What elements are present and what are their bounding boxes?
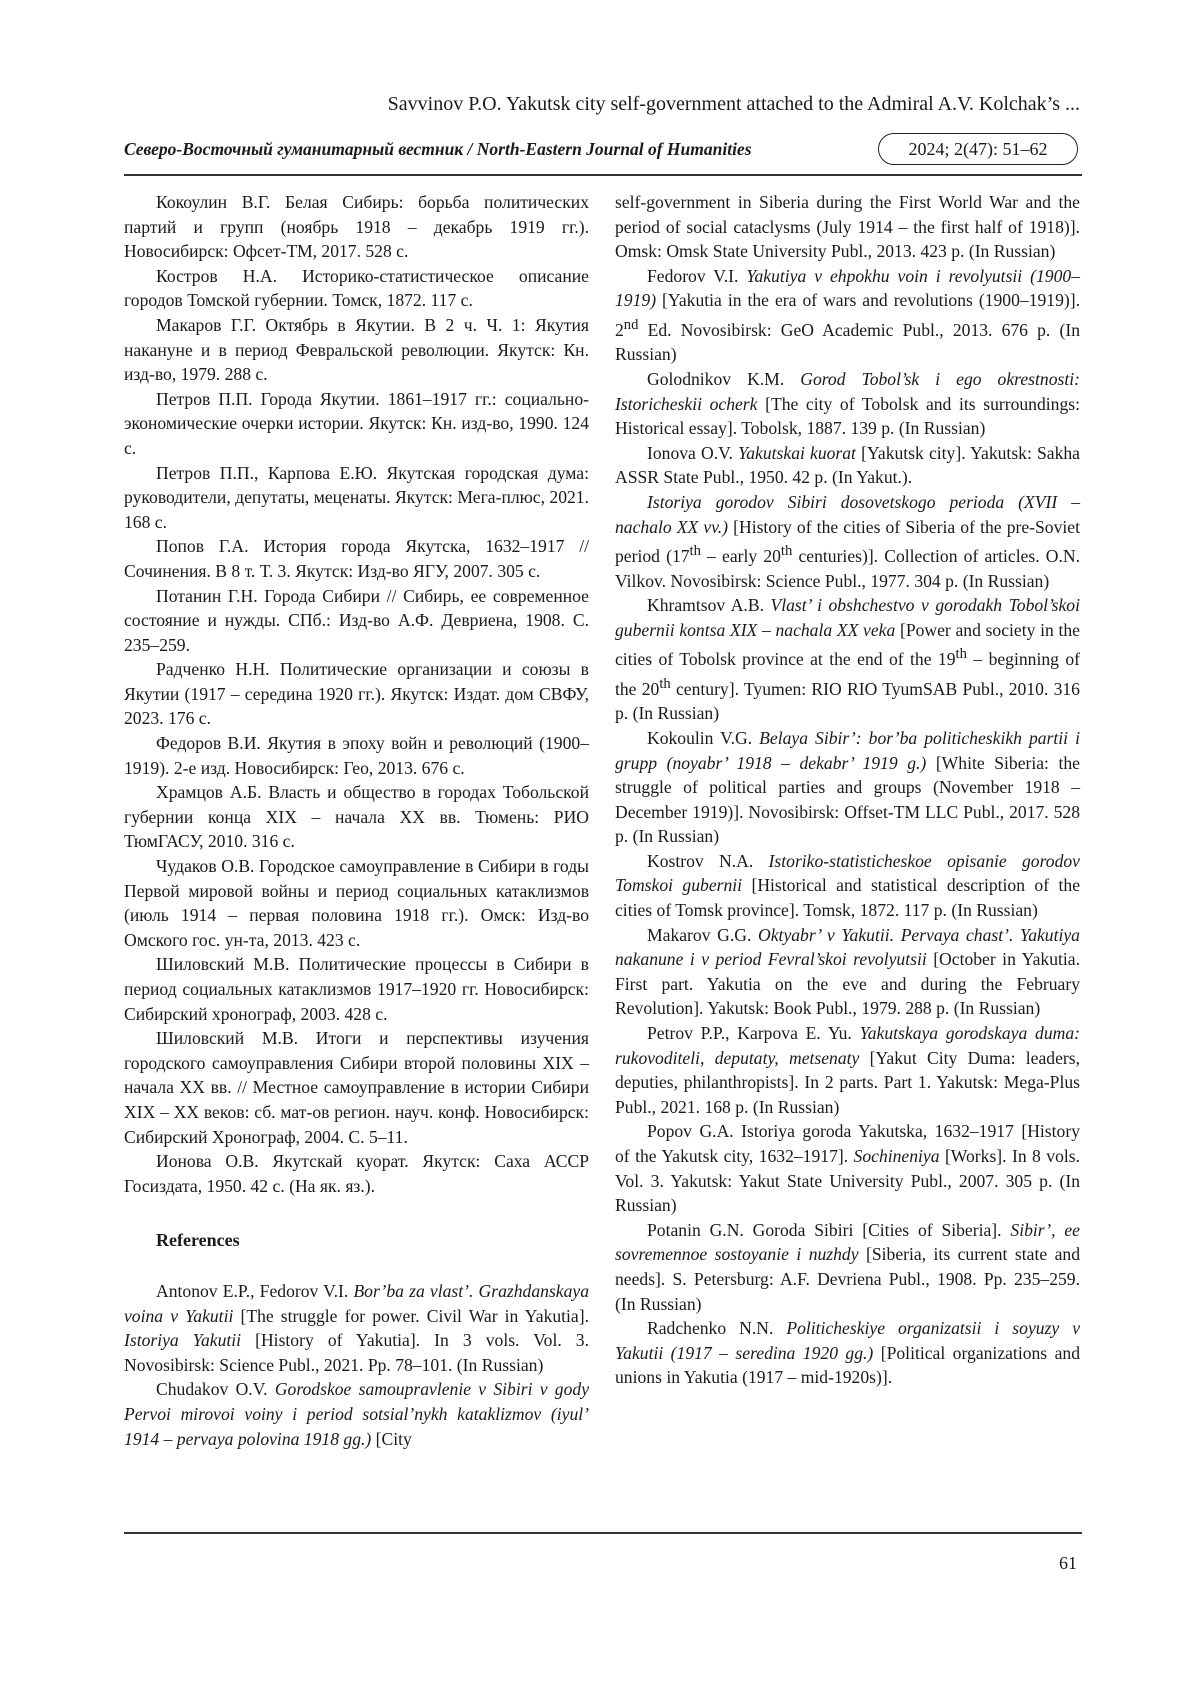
ref-chudakov: Chudakov O.V. Gorodskoe samoupravlenie v Sibiri v gody Pervoi mirovoi voiny i period sotsial’nykh kataklizmov (iyul’ 1914 – pervaya polovina 1918 gg.) [City [124,1379,590,1449]
running-title: Savvinov P.O. Yakutsk city self-government attached to the Admiral A.V. Kolchak’s ... [387,93,1080,115]
left-column [124,190,589,1451]
journal-name: Северо-Восточный гуманитарный вестник / North-Eastern Journal of Humanities [124,139,752,159]
ref-fedorov: Fedorov V.I. Yakutiya v ehpokhu voin i revolyutsii (1900–1919) [Yakutia in the era of wars and revolutions (1900–1919)]. 2nd Ed. Novosibirsk: GeO Academic Publ., 2013. 676 p. (In Russian) [615,265,1080,365]
ref-khramtsov: Khramtsov A.B. Vlast’ i obshchestvo v gorodakh Tobol’skoi gubernii kontsa XIX – nachala XX veka [Power and society in the cities of Tobolsk province at the end of the 19th – beginning of the 20th century]. Tyumen: RIO RIO TyumSAB Publ., 2010. 316 p. (In Russian) [615,595,1080,724]
bib-entry: Чудаков О.В. Городское самоуправление в Сибири в годы Первой мировой войны и период социальных катаклизмов (июль 1914 – первая половина 1918 гг.). Омск: Изд-во Омского гос. ун-та, 2013. 423 с. [124,856,589,950]
references-heading: References [156,1230,240,1251]
russian-bibliography [124,190,589,1198]
footer-divider [124,1532,1082,1534]
bib-entry: Петров П.П., Карпова Е.Ю. Якутская городская дума: руководители, депутаты, меценаты. Якутск: Мега-плюс, 2021. 168 с. [124,462,589,532]
bib-entry: Храмцов А.Б. Власть и общество в городах Тобольской губернии конца XIX – начала XX вв. Тюмень: РИО ТюмГАСУ, 2010. 316 с. [124,782,589,852]
ref-radchenko: Radchenko N.N. Politicheskiye organizatsii i soyuzy v Yakutii (1917 – seredina 1920 gg.) [Political organizations and unions in Yakutia (1917 – mid-1920s)]. [615,1318,1081,1388]
bib-entry: Федоров В.И. Якутия в эпоху войн и революций (1900–1919). 2-е изд. Новосибирск: Гео, 2013. 676 с. [124,733,589,778]
ref-kokoulin: Kokoulin V.G. Belaya Sibir’: bor’ba politicheskikh partii i grupp (noyabr’ 1918 – dekabr’ 1919 g.) [White Siberia: the struggle of political parties and groups (November 1918 – December 1919)]. Novosibirsk: Offset-TM LLC Publ., 2017. 528 p. (In Russian) [615,727,1080,847]
ref-kostrov: Kostrov N.A. Istoriko-statisticheskoe opisanie gorodov Tomskoi gubernii [Historical and statistical description of the cities of Tomsk province]. Tomsk, 1872. 117 p. (In Russian) [615,850,1081,921]
bib-entry: Кокоулин В.Г. Белая Сибирь: борьба политических партий и групп (ноябрь 1918 – декабрь 1919 гг.). Новосибирск: Офсет-ТМ, 2017. 528 с. [124,192,589,262]
header-divider [124,174,1082,176]
ref-antonov: Antonov E.P., Fedorov V.I. Bor’ba za vlast’. Grazhdanskaya voina v Yakutii [The struggle for power. Civil War in Yakutia]. Istoriya Yakutii [History of Yakutia]. In 3 vols. Vol. 3. Novosibirsk: Science Publ., 2021. Pp. 78–101. (In Russian) [124,1280,589,1375]
right-column [615,190,1080,1390]
bib-entry: Шиловский М.В. Итоги и перспективы изучения городского самоуправления Сибири второй половины XIX – начала XX вв. // Местное самоуправление в истории Сибири XIX – XX веков: сб. мат-ов регион. науч. конф. Новосибирск: Сибирский Хронограф, 2004. С. 5–11. [124,1028,589,1147]
issue-badge: 2024; 2(47): 51–62 [878,133,1078,165]
ref-popov: Popov G.A. Istoriya goroda Yakutska, 1632–1917 [History of the Yakutsk city, 1632–1917]. Sochineniya [Works]. In 8 vols. Vol. 3. Yakutsk: Yakut State University Publ., 2007. 305 p. (In Russian) [615,1121,1081,1216]
ref-petrov: Petrov P.P., Karpova E. Yu. Yakutskaya gorodskaya duma: rukovoditeli, deputaty, metsenaty [Yakut City Duma: leaders, deputies, philanthropists]. In 2 parts. Part 1. Yakutsk: Mega-Plus Publ., 2021. 168 p. (In Russian) [615,1023,1080,1117]
bib-entry: Ионова О.В. Якутскай куорат. Якутск: Саха АССР Госиздата, 1950. 42 с. (На як. яз.). [124,1151,589,1196]
journal-header [124,133,1082,169]
bib-entry: Петров П.П. Города Якутии. 1861–1917 гг.: социально-экономические очерки истории. Якутск: Кн. изд-во, 1990. 124 с. [124,388,589,458]
ref-chudakov-continued: self-government in Siberia during the First World War and the period of social cataclysms (July 1914 – the first half of 1918)]. Omsk: Omsk State University Publ., 2013. 423 p. (In Russian) [615,192,1080,262]
ref-istoriya-gorodov: Istoriya gorodov Sibiri dosovetskogo perioda (XVII – nachalo XX vv.) [History of the cities of Siberia of the pre-Soviet period (17th – early 20th centuries)]. Collection of articles. O.N. Vilkov. Novosibirsk: Science Publ., 1977. 304 p. (In Russian) [615,491,1080,591]
bib-entry: Шиловский М.В. Политические процессы в Сибири в период социальных катаклизмов 1917–1920 гг. Новосибирск: Сибирский хронограф, 2003. 428 с. [124,954,589,1024]
ref-golodnikov: Golodnikov K.M. Gorod Tobol’sk i ego okrestnosti: Istoricheskii ocherk [The city of Tobolsk and its surroundings: Historical essay]. Tobolsk, 1887. 139 p. (In Russian) [615,369,1080,439]
bib-entry: Радченко Н.Н. Политические организации и союзы в Якутии (1917 – середина 1920 гг.). Якутск: Издат. дом СВФУ, 2023. 176 с. [124,659,589,729]
bib-entry: Потанин Г.Н. Города Сибири // Сибирь, ее современное состояние и нужды. СПб.: Изд-во А.Ф. Девриена, 1908. С. 235–259. [124,585,589,655]
bib-entry: Попов Г.А. История города Якутска, 1632–1917 // Сочинения. В 8 т. Т. 3. Якутск: Изд-во ЯГУ, 2007. 305 с. [124,536,589,581]
ref-potanin: Potanin G.N. Goroda Sibiri [Cities of Siberia]. Sibir’, ee sovremennoe sostoyanie i nuzhdy [Siberia, its current state and needs]. S. Petersburg: A.F. Devriena Publ., 1908. Pp. 235–259. (In Russian) [615,1219,1080,1314]
ref-makarov: Makarov G.G. Oktyabr’ v Yakutii. Pervaya chast’. Yakutiya nakanune i v period Fevral’skoi revolyutsii [October in Yakutia. First part. Yakutia on the eve and during the February Revolution]. Yakutsk: Book Publ., 1979. 288 p. (In Russian) [615,924,1080,1019]
page-number: 61 [1059,1553,1077,1573]
bib-entry: Макаров Г.Г. Октябрь в Якутии. В 2 ч. Ч. 1: Якутия накануне и в период Февральской революции. Якутск: Кн. изд-во, 1979. 288 с. [124,314,589,385]
bib-entry: Костров Н.А. Историко-статистическое описание городов Томской губернии. Томск, 1872. 117 с. [124,265,589,311]
ref-ionova: Ionova O.V. Yakutskai kuorat [Yakutsk city]. Yakutsk: Sakha ASSR State Publ., 1950. 42 p. (In Yakut.). [615,442,1080,488]
